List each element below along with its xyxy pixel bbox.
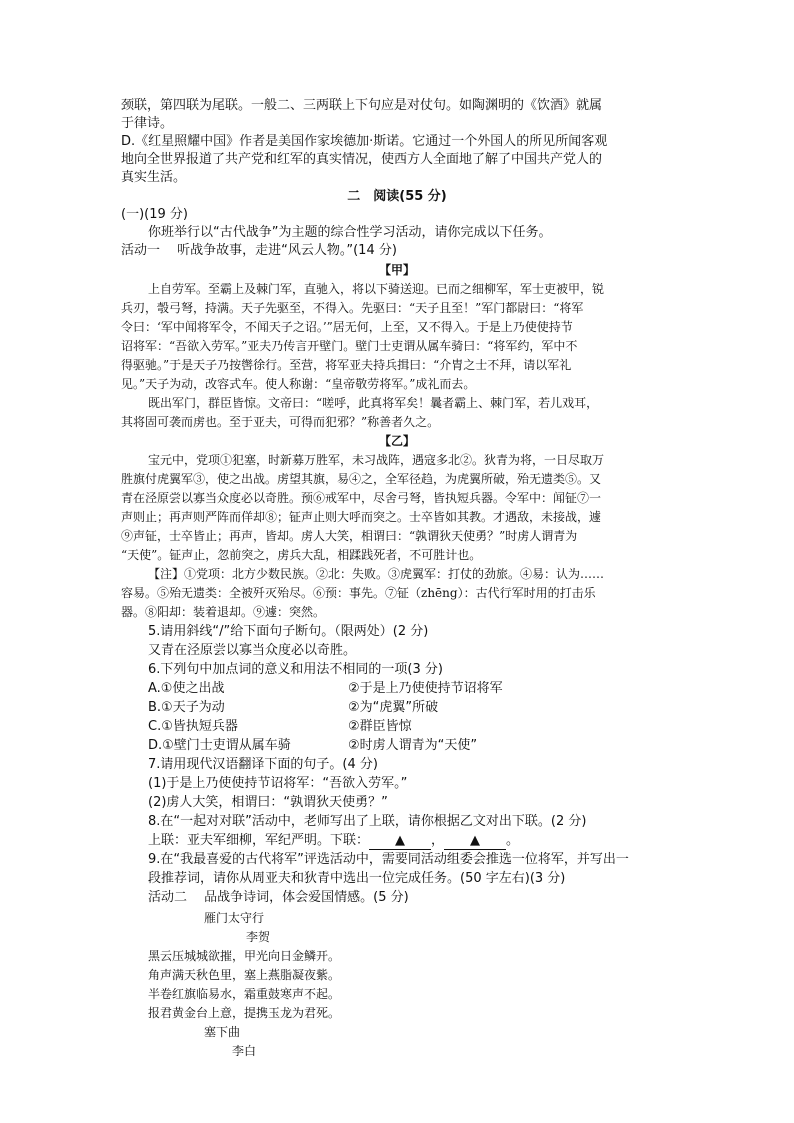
period: 。 (506, 833, 520, 848)
question-9-line-1: 9.在“我最喜爱的古代将军”评选活动中，需要同活动组委会推选一位将军，并写出一 (148, 852, 629, 867)
passage-jia-line: 见。”天子为动，改容式车。使人称谢：“皇帝敬劳将军。”成礼而去。 (121, 377, 476, 391)
comma: ， (431, 833, 445, 848)
question-5: 5.请用斜线“/”给下面句子断句。（限两处）(2 分) (148, 624, 429, 639)
top-line-2: 于律诗。 (121, 116, 174, 131)
q6-option-a-2: ②于是上乃使使持节诏将军 (348, 681, 503, 696)
passage-jia-line: 上自劳军。至霸上及棘门军，直驰入，将以下骑送迎。已而之细柳军，军士吏被甲，锐 (148, 282, 605, 296)
q6-option-a-1: A.①使之出战 (148, 681, 225, 696)
poem2-author: 李白 (232, 1044, 257, 1058)
question-6: 6.下列句中加点词的意义和用法不相同的一项(3 分) (148, 662, 443, 677)
poem2-title: 塞下曲 (204, 1025, 241, 1039)
question-7: 7.请用现代汉语翻译下面的句子。(4 分) (148, 757, 378, 772)
poem1-line: 半卷红旗临易水，霜重鼓寒声不起。 (148, 987, 341, 1001)
poem1-line: 报君黄金台上意，提携玉龙为君死。 (148, 1006, 341, 1020)
q6-option-c-1: C.①皆执短兵器 (148, 719, 238, 734)
passage-jia-line: 其将固可袭而虏也。至于亚夫，可得而犯邪？”称善者久之。 (121, 415, 440, 429)
answer-blank-1[interactable] (369, 832, 431, 850)
passage-yi-line: 青在泾原尝以寡当众度必以奇胜。预⑥戒军中，尽舍弓弩，皆执短兵器。令军中：闻钲⑦一 (121, 491, 602, 505)
top-line-1: 颈联，第四联为尾联。一般二、三两联上下句应是对仗句。如陶渊明的《饮酒》就属 (121, 98, 603, 113)
part1-heading: (一)(19 分) (121, 207, 188, 222)
couplet-prompt: 上联：亚夫军细柳，军纪严明。下联： (148, 833, 370, 848)
notes-line: 器。⑧阳却：装着退却。⑨遽：突然。 (121, 605, 326, 619)
notes-line: 【注】①党项：北方少数民族。②北：失败。③虎翼军：打仗的劲旅。④易：认为…… (148, 567, 605, 581)
poem1-author: 李贺 (246, 930, 271, 944)
poem1-line: 角声满天秋色里，塞上燕脂凝夜紫。 (148, 968, 341, 982)
q6-option-d-2: ②时虏人谓青为“天使” (348, 738, 478, 753)
activity1-heading: 活动一 听战争故事，走进“风云人物。”(14 分) (121, 243, 397, 258)
question-5-sentence: 又青在泾原尝以寡当众度必以奇胜。 (148, 643, 357, 658)
passage-jia-line: 得驱驰。”于是天子乃按辔徐行。至营，将军亚夫持兵揖曰：“介胄之士不拜，请以军礼 (121, 358, 572, 372)
passage-jia-title: 【甲】 (378, 263, 415, 277)
question-9-line-2: 段推荐词，请你从周亚夫和狄青中选出一位完成任务。(50 字左右)(3 分) (148, 871, 566, 886)
intro-text: 你班举行以“古代战争”为主题的综合性学习活动，请你完成以下任务。 (148, 225, 552, 240)
top-line-4: 地向全世界报道了共产党和红军的真实情况，使西方人全面地了解了中国共产党人的 (121, 152, 603, 167)
question-7-2: (2)虏人大笑，相谓曰：“孰谓狄天使勇？” (148, 795, 388, 810)
question-8-couplet (148, 832, 519, 850)
q6-option-c-2: ②群臣皆惊 (348, 719, 412, 734)
top-line-3: D.《红星照耀中国》作者是美国作家埃德加·斯诺。它通过一个外国人的所见所闻客观 (121, 134, 608, 149)
poem1-title: 雁门太守行 (204, 911, 265, 925)
answer-blank-2[interactable] (444, 832, 506, 850)
passage-jia-line: 兵刃，彀弓弩，持满。天子先驱至，不得入。先驱曰：“天子且至！”军门都尉曰：“将军 (121, 301, 584, 315)
passage-yi-title: 【乙】 (378, 434, 415, 448)
q6-option-b-1: B.①天子为动 (148, 700, 225, 715)
passage-jia-line: 既出军门，群臣皆惊。文帝曰：“嗟呼，此真将军矣！曩者霸上、棘门军，若儿戏耳， (148, 396, 599, 410)
triangle-mark-icon: ▲ (470, 833, 481, 848)
passage-jia-line: 诏将军：“吾欲入劳军。”亚夫乃传言开壁门。壁门士吏谓从属车骑曰：“将军约，军中不 (121, 339, 578, 353)
poem1-line: 黑云压城城欲摧，甲光向日金鳞开。 (148, 949, 341, 963)
passage-yi-line: “天使”。钲声止，忽前突之，虏兵大乱，相蹂践死者，不可胜计也。 (121, 548, 482, 562)
passage-yi-line: 声则止；再声则严阵而佯却⑧；钲声止则大呼而突之。士卒皆如其教。才遇敌，未接战，遽 (121, 510, 602, 524)
triangle-mark-icon: ▲ (395, 833, 406, 848)
passage-jia-line: 令曰：‘军中闻将军令，不闻天子之诏。’”居无何，上至，又不得入。于是上乃使使持节 (121, 320, 573, 334)
section-title: 二 阅读(55 分) (347, 189, 447, 204)
passage-yi-line: 宝元中，党项①犯塞，时新募万胜军，未习战阵，遇寇多北②。狄青为将，一日尽取万 (148, 453, 605, 467)
passage-yi-line: 胜旗付虎翼军③，使之出战。虏望其旗，易④之，全军径趋，为虎翼所破，殆无遗类⑤。又 (121, 472, 602, 486)
activity2-heading: 活动二 品战争诗词，体会爱国情感。(5 分) (148, 890, 409, 905)
notes-line: 容易。⑤殆无遗类：全被歼灭殆尽。⑥预：事先。⑦钲（zhēng）：古代行军时用的打击乐 (121, 586, 596, 600)
question-7-1: (1)于是上乃使使持节诏将军：“吾欲入劳军。” (148, 776, 408, 791)
question-8: 8.在“一起对对联”活动中，老师写出了上联，请你根据乙文对出下联。(2 分) (148, 814, 587, 829)
passage-yi-line: ⑨声钲，士卒皆止；再声，皆却。虏人大笑，相谓曰：“孰谓狄天使勇？”时虏人谓青为 (121, 529, 578, 543)
q6-option-d-1: D.①壁门士吏谓从属车骑 (148, 738, 291, 753)
q6-option-b-2: ②为“虎翼”所破 (348, 700, 439, 715)
top-line-5: 真实生活。 (121, 170, 187, 185)
